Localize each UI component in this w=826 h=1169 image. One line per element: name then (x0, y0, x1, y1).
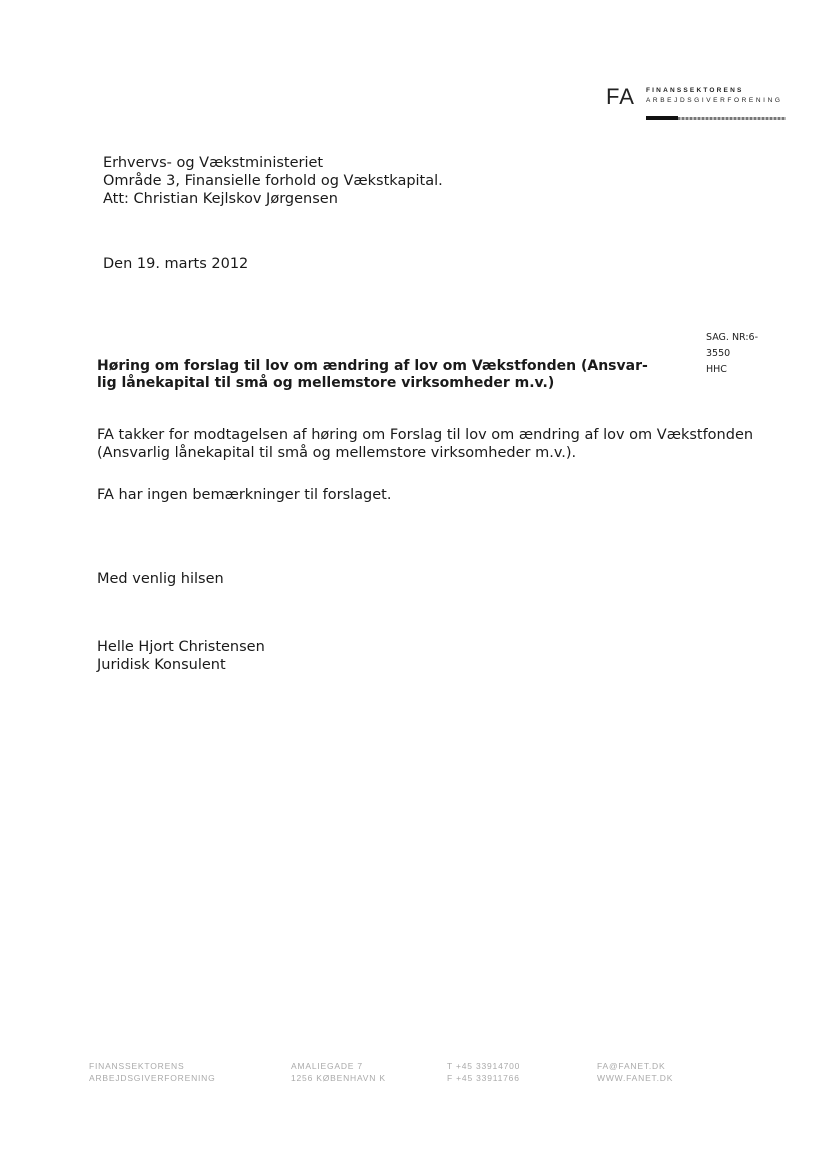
footer-phone-fax (447, 1060, 520, 1084)
signer-name: Helle Hjort Christensen (97, 639, 265, 655)
body-paragraph-1 (97, 426, 757, 462)
letter-subject (97, 358, 657, 392)
signer-title: Juridisk Konsulent (97, 657, 226, 673)
footer-organization (89, 1060, 216, 1084)
body-paragraph-1-line-1: FA takker for modtagelsen af høring om Forslag til lov om ændring af lov om Vækstfonden (97, 427, 754, 443)
case-reference-line-2: 3550 (706, 348, 731, 359)
footer-contact (597, 1060, 673, 1084)
footer-address-line-1: AMALIEGADE 7 (291, 1061, 363, 1071)
logo-mark: FA (606, 84, 635, 109)
footer-address-line-2: 1256 KØBENHAVN K (291, 1073, 386, 1083)
footer-web: WWW.FANET.DK (597, 1073, 674, 1083)
signature-block (97, 638, 265, 674)
footer-fax: F +45 33911766 (447, 1073, 520, 1083)
logo-line-1: FINANSSEKTORENS (646, 87, 744, 94)
recipient-line-3: Att: Christian Kejlskov Jørgensen (103, 191, 338, 207)
subject-line-1: Høring om forslag til lov om ændring af lov om Vækstfonden (Ansvar- (97, 358, 648, 374)
case-reference (706, 330, 758, 378)
recipient-line-2: Område 3, Finansielle forhold og Vækstkapital. (103, 173, 443, 189)
footer-org-line-1: FINANSSEKTORENS (89, 1061, 185, 1071)
body-paragraph-2: FA har ingen bemærkninger til forslaget. (97, 487, 392, 503)
case-reference-line-3: HHC (706, 364, 727, 375)
logo-bar-dark (646, 116, 678, 120)
footer-phone: T +45 33914700 (447, 1061, 521, 1071)
logo-line-2: ARBEJDSGIVERFORENING (646, 97, 783, 104)
logo-bar-grey (678, 117, 786, 120)
recipient-line-1: Erhvervs- og Vækstministeriet (103, 155, 324, 171)
case-reference-line-1: SAG. NR:6- (706, 332, 759, 343)
footer-email: FA@FANET.DK (597, 1061, 666, 1071)
closing-greeting: Med venlig hilsen (97, 571, 224, 587)
footer-address (291, 1060, 386, 1084)
letter-date: Den 19. marts 2012 (103, 256, 249, 272)
recipient-address (103, 154, 443, 208)
body-paragraph-1-line-2: (Ansvarlig lånekapital til små og mellemstore virksomheder m.v.). (97, 445, 577, 461)
footer-org-line-2: ARBEJDSGIVERFORENING (89, 1073, 216, 1083)
subject-line-2: lig lånekapital til små og mellemstore virksomheder m.v.) (97, 375, 555, 391)
